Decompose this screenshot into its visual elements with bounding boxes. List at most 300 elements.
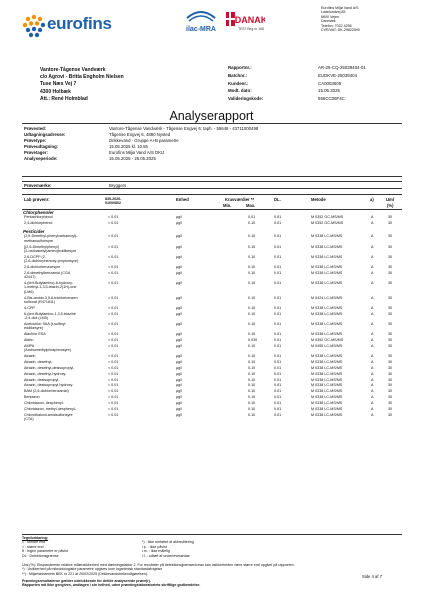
cell-unit: µg/l — [176, 305, 183, 310]
cell-unit: µg/l — [176, 343, 183, 348]
meta-row-batch: Batchnr.: EUDKVE-25039404 — [228, 73, 358, 79]
cell-dl: 0.01 — [274, 264, 282, 269]
cell-max: 0.10 — [248, 254, 256, 259]
parameter-line: Alachlor ESA — [24, 331, 46, 336]
cell-max: 0.10 — [248, 311, 256, 316]
cell-result: < 0.01 — [108, 412, 119, 417]
cell-method: M 0338 LC-MS/MS — [311, 264, 343, 269]
cell-max: 0.10 — [248, 305, 256, 310]
cell-result: < 0.01 — [108, 383, 119, 388]
cell-a: A — [371, 406, 374, 411]
cell-max: 0.10 — [248, 270, 256, 275]
cell-uml: 30 — [388, 295, 393, 300]
company-line: Telefon: 7022 4256 — [321, 23, 352, 28]
parameter-line: AMPA — [24, 343, 35, 348]
cell-max: 0.10 — [248, 295, 256, 300]
sample-mark-label: Prøvemærke: — [24, 182, 52, 188]
cell-max: 0.10 — [248, 401, 256, 406]
legend-item: < : Mindre end — [22, 540, 46, 545]
cell-a: A — [371, 365, 374, 370]
cell-dl: 0.01 — [274, 244, 282, 249]
cell-result: < 0.01 — [108, 395, 119, 400]
table-row — [22, 255, 402, 265]
cell-result: < 0.01 — [108, 295, 119, 300]
parameter-line: Atrazin, desisopropyl-hydroxy- — [24, 383, 74, 388]
cell-result: < 0.01 — [108, 337, 119, 342]
cell-parameter — [24, 389, 106, 393]
parameter-line: 4-(tert-Butylamino)-6-hydroxy- — [24, 281, 74, 286]
parameter-line: 4-Bis-amido-3,5,6-trichlorbenzen — [24, 295, 78, 300]
cell-a: A — [371, 412, 374, 417]
cell-max: 0.10 — [248, 234, 256, 239]
parameter-line: sulfonat (R471811) — [24, 299, 56, 304]
cell-method: M 0338 LC-MS/MS — [311, 377, 343, 382]
cell-parameter — [24, 360, 106, 364]
company-line: Ladelundvej 85 — [321, 10, 346, 15]
cell-parameter — [24, 395, 106, 399]
cell-result: < 0.01 — [108, 305, 119, 310]
col-a: a) — [370, 196, 374, 202]
cell-uml: 30 — [388, 215, 393, 220]
cell-method: M 0338 LC-MS/MS — [311, 244, 343, 249]
cell-parameter — [24, 234, 106, 243]
cell-uml: 30 — [388, 389, 393, 394]
cell-a: A — [371, 234, 374, 239]
company-line: Eurofins Miljø Vand A/S — [321, 6, 359, 10]
cell-unit: µg/l — [176, 406, 183, 411]
cell-a: A — [371, 311, 374, 316]
cell-method: M 0338 LC-MS/MS — [311, 281, 343, 286]
cell-result: < 0.01 — [108, 359, 119, 364]
cell-method: M 0338 LC-MS/MS — [311, 371, 343, 376]
cell-dl: 0.01 — [274, 353, 282, 358]
sample-info — [22, 123, 402, 177]
col-lab: Lab prøvenr: — [24, 196, 50, 202]
page-number: Side 4 af 7 — [362, 574, 383, 579]
cell-unit: µg/l — [176, 401, 183, 406]
parameter-line: 2,6-dichlorbenzoesyre — [24, 264, 61, 269]
table-row — [22, 281, 402, 296]
cell-result: < 0.01 — [108, 371, 119, 376]
cell-result: < 0.01 — [108, 264, 119, 269]
cell-unit: µg/l — [176, 359, 183, 364]
cell-unit: µg/l — [176, 215, 183, 220]
cell-a: A — [371, 331, 374, 336]
cell-method: M 0338 LC-MS/MS — [311, 234, 343, 239]
cell-max: 0.10 — [248, 221, 256, 226]
cell-max: 0.10 — [248, 395, 256, 400]
meta-row-received: Modt. dato: 15.05.2025 — [228, 88, 340, 94]
cell-a: A — [371, 389, 374, 394]
cell-dl: 0.01 — [274, 215, 282, 220]
cell-result: < 0.01 — [108, 321, 119, 326]
cell-dl: 0.01 — [274, 359, 282, 364]
cell-unit: µg/l — [176, 311, 183, 316]
cell-uml: 30 — [388, 244, 393, 249]
company-line: Danmark — [321, 19, 336, 24]
cell-parameter — [24, 312, 106, 321]
address-line: Tuse Næs Vej 7 — [40, 81, 77, 88]
cell-method: M 0338 LC-MS/MS — [311, 365, 343, 370]
parameter-line: Atrazin, desethyl-hydroxy- — [24, 371, 67, 376]
table-row — [22, 234, 402, 244]
company-line: 6600 Vejen — [321, 14, 339, 19]
cell-method: M 0338 LC-MS/MS — [311, 359, 343, 364]
cell-a: A — [371, 343, 374, 348]
cell-method: M 0455 LC-MS/MS — [311, 343, 343, 348]
table-row — [22, 221, 402, 227]
cell-uml: 30 — [388, 412, 393, 417]
col-uml: Uml — [386, 196, 394, 202]
cell-result: < 0.01 — [108, 254, 119, 259]
cell-result: < 0.01 — [108, 377, 119, 382]
cell-a: A — [371, 401, 374, 406]
table-bottom-rule — [22, 534, 402, 535]
cell-parameter — [24, 255, 106, 264]
sample-info-row: Prøvetager: Eurofins Miljø Vand A/S DKIJ — [24, 150, 165, 155]
table-row — [22, 245, 402, 255]
sample-info-row: Udtagningsadresse: Tågense Engvej 6, 4880 Nysted — [24, 132, 171, 138]
cell-uml: 30 — [388, 377, 393, 382]
cell-unit: µg/l — [176, 395, 183, 400]
cell-uml: 30 — [388, 254, 393, 259]
parameter-line: Acetochlor SAA (t-sulfinyl — [24, 321, 66, 326]
parameter-line: Bentazon — [24, 395, 40, 400]
cell-uml: 30 — [388, 331, 393, 336]
cell-parameter — [24, 383, 106, 387]
parameter-line: Chloridazon, methyl-desphenyl- — [24, 406, 76, 411]
cell-method: M 0338 LC-MS/MS — [311, 311, 343, 316]
legend-item: > : større end — [22, 544, 44, 549]
cell-a: A — [371, 264, 374, 269]
cell-uml: 30 — [388, 264, 393, 269]
cell-method: M 0338 LC-MS/MS — [311, 395, 343, 400]
cell-max: 0.10 — [248, 371, 256, 376]
cell-a: A — [371, 215, 374, 220]
parameter-line: 42447) — [24, 275, 36, 280]
section-heading: Chlorphenoler — [23, 210, 54, 215]
parameter-line: methansulfonsyre — [24, 238, 54, 243]
parameter-line: (CTA) — [24, 417, 34, 422]
cell-result: < 0.01 — [108, 215, 119, 220]
parameter-line: (2,6-Dimethyl-phenylcarbamoyl)- — [24, 234, 78, 239]
cell-method: M 0338 LC-MS/MS — [311, 406, 343, 411]
danak-text: DANAK — [234, 15, 265, 25]
parameter-line: Atrazin — [24, 353, 36, 358]
cell-parameter — [24, 354, 106, 358]
cell-a: A — [371, 244, 374, 249]
cell-dl: 0.01 — [274, 295, 282, 300]
parameter-line: 2,4-dichlorphenol — [24, 221, 53, 226]
meta-row-validation: Valideringskode: 556CC06F4C — [228, 96, 345, 102]
notes — [22, 563, 402, 576]
cell-method: M 0338 LC-MS/MS — [311, 331, 343, 336]
address-line: Att.: René Holmblad — [40, 95, 88, 102]
cell-max: 0.10 — [248, 383, 256, 388]
table-row — [22, 296, 402, 306]
parameter-line: Aldrin — [24, 337, 34, 342]
cell-uml: 30 — [388, 343, 393, 348]
parameter-line: 2,6-DCPP (2- — [24, 254, 47, 259]
sample-info-row: Prøvested: Vantore-Tågense Vandværk - Tågense Engvej 6; taph. - 55648 - 43711000498 — [24, 126, 259, 132]
cell-result: < 0.01 — [108, 311, 119, 316]
cell-dl: 0.01 — [274, 406, 282, 411]
cell-dl: 0.01 — [274, 234, 282, 239]
cell-max: 0.10 — [248, 244, 256, 249]
cell-uml: 30 — [388, 383, 393, 388]
cell-result: < 0.01 — [108, 221, 119, 226]
note-line: Uml (%): Ekspanderede relative måleusikkerhed med dækningsfaktor 2. For resultater på detektionsgrænseniveau kan usikkerheden være større end opgivet på rapporten. — [22, 563, 295, 567]
sample-info-row: Prøvetype: Drikkevand - Gruppe A+B parametre — [24, 138, 179, 144]
cell-method: M 0338 LC-MS/MS — [311, 305, 343, 310]
cell-uml: 30 — [388, 365, 393, 370]
footer-line: Rapporten må ikke gengives, undtagen i sin helhed, uden prøvningslaboratoriets skriftlige godkendelse. — [22, 583, 201, 588]
company-line: CVR/VAT: DK-29822590 — [321, 28, 360, 33]
cell-parameter — [24, 366, 106, 370]
cell-parameter — [24, 378, 106, 382]
cell-uml: 30 — [388, 270, 393, 275]
cell-max: 0.10 — [248, 377, 256, 382]
report-meta — [228, 64, 408, 102]
cell-parameter — [24, 306, 106, 310]
cell-unit: µg/l — [176, 383, 183, 388]
parameter-line: BAM (2,6-dichlorbenzamid) — [24, 389, 69, 394]
cell-parameter — [24, 245, 106, 254]
cell-max: 0.10 — [248, 365, 256, 370]
footer-line: Prøvningsresultaterne gælder udelukkende for det/de analyserede prøve(r). — [22, 579, 151, 583]
legend-item: DL : Detektionsgrænse — [22, 553, 59, 558]
table-row — [22, 413, 402, 423]
cell-a: A — [371, 377, 374, 382]
section-heading: Pesticider — [23, 229, 45, 235]
cell-unit: µg/l — [176, 377, 183, 382]
parameter-line: 4-CPP — [24, 305, 35, 310]
cell-result: < 0.01 — [108, 365, 119, 370]
cell-result: < 0.01 — [108, 353, 119, 358]
cell-result: < 0.01 — [108, 270, 119, 275]
cell-dl: 0.01 — [274, 321, 282, 326]
cell-dl: 0.01 — [274, 365, 282, 370]
cell-uml: 30 — [388, 401, 393, 406]
cell-method: M 0338 LC-MS/MS — [311, 412, 343, 417]
table-row — [22, 322, 402, 332]
cell-uml: 30 — [388, 321, 393, 326]
cell-uml: 30 — [388, 305, 393, 310]
cell-a: A — [371, 305, 374, 310]
danak-logo — [225, 8, 265, 36]
parameter-line: 6-(tert-Butylamino-1,3,5-triazine — [24, 311, 76, 316]
legend-item: ft : Ingen parametre er påvist — [22, 549, 68, 554]
danak-reg-text: TEST Reg.nr. 168 — [238, 27, 264, 31]
cell-unit: µg/l — [176, 221, 183, 226]
parameter-line: Atrazin, desethyl- — [24, 359, 53, 364]
ilac-text: ilac-MRA — [186, 26, 216, 33]
col-method: Metode — [311, 196, 326, 202]
eurofins-logo — [20, 14, 122, 38]
cell-max: 0.01 — [248, 215, 256, 220]
cell-dl: 0.01 — [274, 305, 282, 310]
cell-max: 0.10 — [248, 389, 256, 394]
cell-parameter — [24, 322, 106, 331]
cell-parameter — [24, 413, 106, 422]
cell-dl: 0.01 — [274, 221, 282, 226]
col-pct: (%) — [387, 203, 394, 208]
cell-method: M 0352 GC-MS/MS — [311, 221, 344, 226]
parameter-line: Pentachlorphenol — [24, 215, 53, 220]
sample-mark-value: Bryggers — [109, 182, 127, 188]
cell-result: < 0.01 — [108, 281, 119, 286]
table-row — [22, 271, 402, 281]
cell-parameter — [24, 265, 106, 269]
footer — [22, 579, 352, 588]
cell-dl: 0.01 — [274, 401, 282, 406]
cell-parameter — [24, 215, 106, 219]
cell-result: < 0.01 — [108, 389, 119, 394]
cell-unit: µg/l — [176, 365, 183, 370]
col-min: Min. — [223, 203, 232, 208]
cell-parameter — [24, 271, 106, 280]
cell-dl: 0.01 — [274, 395, 282, 400]
note-line: **) : Miljøministeriets BEK nr 221 af 20/02/2025 (Drikkevandsbekendtgørelsen). — [22, 571, 149, 576]
legend-item: I.I. : udført af underleverandør — [142, 553, 190, 558]
cell-result: < 0.01 — [108, 331, 119, 336]
cell-uml: 30 — [388, 337, 393, 342]
cell-max: 0.030 — [248, 337, 258, 342]
cell-method: M 0338 LC-MS/MS — [311, 254, 343, 259]
parameter-line: (LM6) — [24, 289, 34, 294]
cell-uml: 30 — [388, 311, 393, 316]
cell-parameter — [24, 296, 106, 305]
cell-a: A — [371, 321, 374, 326]
cell-a: A — [371, 383, 374, 388]
meta-row-report: Rapportnr.: AR-25-CQ-25039404-01 — [228, 65, 366, 71]
results-table-body — [22, 211, 402, 423]
cell-unit: µg/l — [176, 321, 183, 326]
cell-method: M 0352 GC-MS/MS — [311, 337, 344, 342]
table-row — [22, 344, 402, 354]
legend-item: i.m. : Ikke målelig — [142, 549, 170, 554]
sample-mark-row — [22, 181, 402, 189]
cell-method: M 0338 LC-MS/MS — [311, 270, 343, 275]
cell-method: M 0338 LC-MS/MS — [311, 383, 343, 388]
col-unit: Enhed — [176, 196, 189, 202]
cell-dl: 0.01 — [274, 270, 282, 275]
cell-uml: 30 — [388, 221, 393, 226]
cell-parameter — [24, 401, 106, 405]
legend-item: i.p. : Ikke påvist — [142, 544, 167, 549]
legend-item: *) : Ikke omfattet af akkreditering — [142, 540, 194, 545]
page-title: Analyserapport — [169, 109, 254, 123]
parameter-line: 1-methyl-1,3,5-triazin-2(1H)-one — [24, 285, 77, 290]
cell-method: M 0338 LC-MS/MS — [311, 321, 343, 326]
cell-a: A — [371, 281, 374, 286]
cell-parameter — [24, 372, 106, 376]
cell-max: 0.10 — [248, 321, 256, 326]
cell-dl: 0.01 — [274, 412, 282, 417]
cell-parameter — [24, 332, 106, 336]
cell-dl: 0.01 — [274, 254, 282, 259]
cell-result: < 0.01 — [108, 401, 119, 406]
results-table-header — [22, 194, 402, 210]
parameter-line: eddikesyre) — [24, 326, 44, 331]
cell-method: M 0338 LC-MS/MS — [311, 401, 343, 406]
cell-max: 0.10 — [248, 359, 256, 364]
cell-a: A — [371, 295, 374, 300]
parameter-line: [(2,6-Dimethylphenyl) — [24, 244, 60, 249]
cell-method: M 0338 LC-MS/MS — [311, 353, 343, 358]
col-labnr: 835-2026-01600802 — [105, 196, 122, 205]
col-limits: Kravværdier ** — [225, 196, 255, 202]
cell-a: A — [371, 270, 374, 275]
cell-unit: µg/l — [176, 353, 183, 358]
parameter-line: -2,4-diol (LM5) — [24, 315, 48, 320]
cell-dl: 0.01 — [274, 337, 282, 342]
parameter-line: (2,6-dichlorphenoxy-propionsyre) — [24, 259, 79, 264]
cell-uml: 30 — [388, 406, 393, 411]
cell-method: M 0424 LC-MS/MS — [311, 295, 343, 300]
cell-dl: 0.01 — [274, 281, 282, 286]
col-max: Max. — [246, 203, 256, 208]
cell-unit: µg/l — [176, 234, 183, 239]
cell-uml: 30 — [388, 371, 393, 376]
cell-method: M 0352 GC-MS/MS — [311, 215, 344, 220]
cell-max: 0.10 — [248, 412, 256, 417]
cell-unit: µg/l — [176, 371, 183, 376]
cell-uml: 30 — [388, 359, 393, 364]
cell-dl: 0.01 — [274, 343, 282, 348]
legend — [22, 536, 402, 558]
cell-parameter — [24, 407, 106, 411]
cell-a: A — [371, 254, 374, 259]
parameter-line: Chlorothalonil-amidsulfonsyre — [24, 412, 73, 417]
cell-method: M 0338 LC-MS/MS — [311, 389, 343, 394]
cell-parameter — [24, 281, 106, 294]
cell-a: A — [371, 337, 374, 342]
cell-unit: µg/l — [176, 412, 183, 417]
cell-max: 0.10 — [248, 281, 256, 286]
cell-dl: 0.01 — [274, 311, 282, 316]
recipient-address — [40, 67, 190, 103]
cell-a: A — [371, 353, 374, 358]
cell-max: 0.10 — [248, 343, 256, 348]
cell-unit: µg/l — [176, 337, 183, 342]
address-line: 4300 Holbæk — [40, 88, 71, 95]
cell-a: A — [371, 221, 374, 226]
cell-result: < 0.01 — [108, 244, 119, 249]
cell-unit: µg/l — [176, 264, 183, 269]
eurofins-mark-icon — [20, 14, 46, 38]
cell-max: 0.10 — [248, 353, 256, 358]
address-line: c/o Agrovi - Britta Engholm Nielsen — [40, 74, 124, 81]
cell-dl: 0.01 — [274, 389, 282, 394]
cell-result: < 0.01 — [108, 234, 119, 239]
cell-a: A — [371, 359, 374, 364]
cell-uml: 30 — [388, 395, 393, 400]
cell-parameter — [24, 221, 106, 225]
cell-parameter — [24, 338, 106, 342]
cell-dl: 0.01 — [274, 377, 282, 382]
cell-uml: 30 — [388, 234, 393, 239]
parameter-line: (2-oxdoacetyl)amino]eddikesyre — [24, 248, 77, 253]
cell-unit: µg/l — [176, 281, 183, 286]
cell-max: 0.10 — [248, 331, 256, 336]
company-address — [321, 6, 411, 32]
note-line: *) : Usikkerhed på mikrobiologiske parametre opgives som logaritmisk standardafvigelse — [22, 567, 163, 572]
cell-max: 0.10 — [248, 264, 256, 269]
sample-info-row: Analyseperiode: 15.05.2025 - 26.05.2025 — [24, 155, 156, 161]
ilac-mra-logo — [183, 8, 219, 36]
col-dl: DL. — [274, 196, 281, 202]
